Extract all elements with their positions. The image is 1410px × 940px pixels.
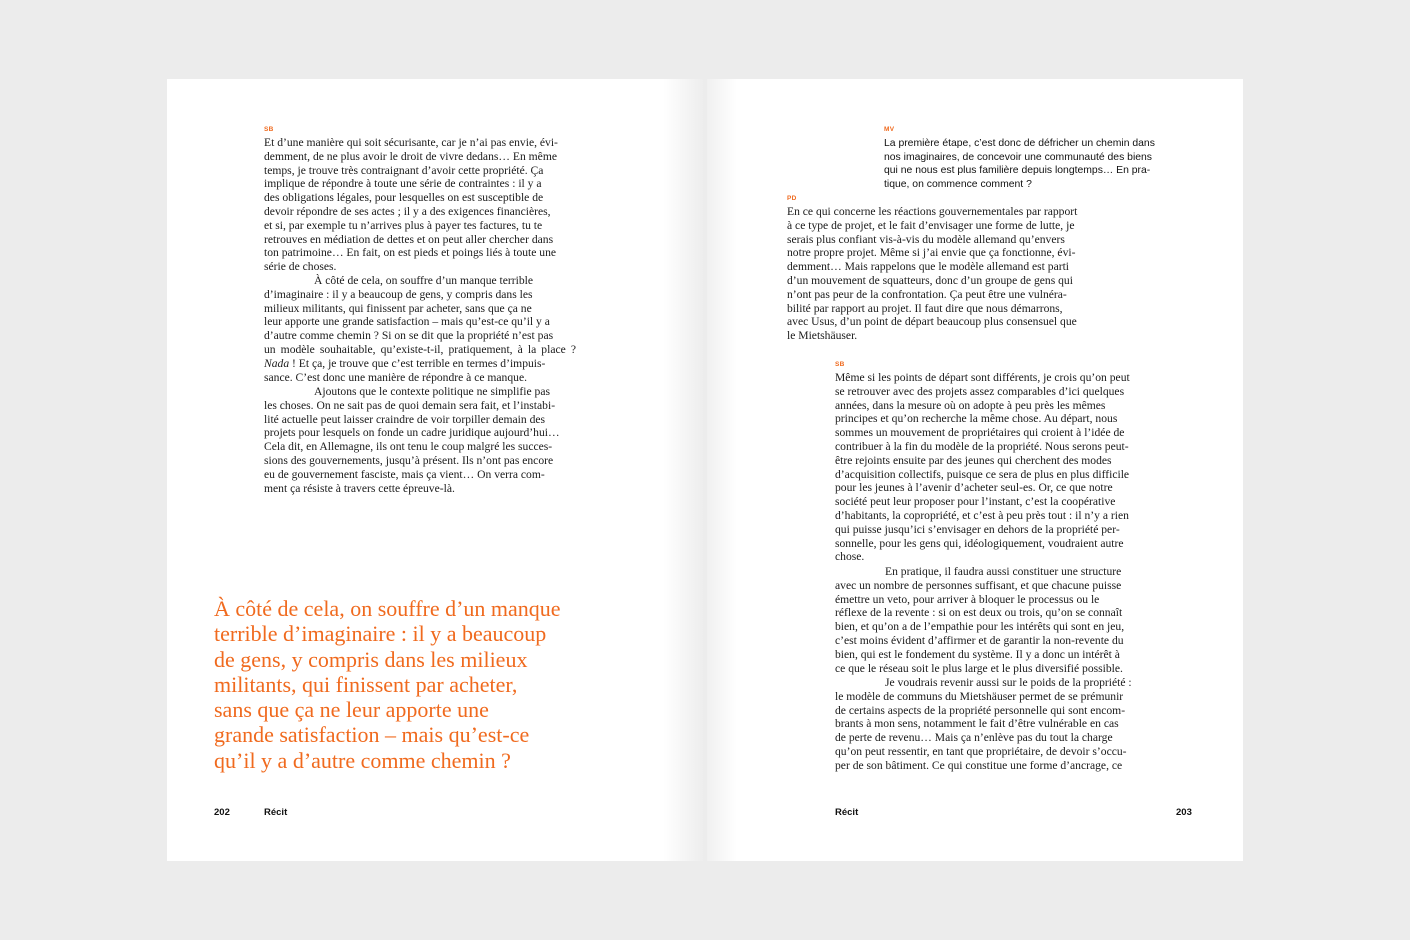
speaker-label: PD: [787, 195, 797, 202]
paragraph-text: À côté de cela, on souffre d’un manque terrible d’imaginaire : il y a beaucoup de gens, y compris dans les milieux militants, qui finissent par acheter, sans que ça ne leur apporte une grande satisfaction – mais qu’est-ce qu’il y a d’autre comme chemin ? Si on se dit que la propriété n’est pas un modèle souhaitable, qu’existe-t-il, pratiquement, à la place ?: [264, 274, 576, 356]
left-page: [167, 79, 703, 861]
running-footer: Récit: [264, 807, 288, 818]
paragraph-text: ! Et ça, je trouve que c’est terrible en termes d’impuis- sance. C’est donc une manière de répondre à ce manque.: [264, 356, 546, 384]
paragraph: [264, 274, 576, 384]
speaker-label: SB: [835, 361, 845, 368]
gutter-shadow: [707, 79, 737, 861]
page-number: 202: [214, 807, 230, 818]
emphasis: Nada: [264, 356, 290, 370]
paragraph: Et d’une manière qui soit sécurisante, car je n’ai pas envie, évi- demment, de ne plus avoir le droit de vivre dedans… En même temps, je trouve très contraignant d’avoir cette propriété. Ça implique de répondre à toute une série de contraintes : il y a des obligations légales, pour lesquelles on est susceptible de devoir répondre de ses actes ; il y a des exigences financières, et si, par exemple tu n’arrives plus à payer tes factures, tu te retrouves en médiation de dettes et on peut aller chercher dans ton patrimoine… En fait, on est pieds et poings liés à toute une série de choses.: [264, 136, 558, 274]
speaker-label: SB: [264, 126, 274, 133]
pull-quote: À côté de cela, on souffre d’un manque terrible d’imaginaire : il y a beaucoup de gens, y compris dans les milieux militants, qui finissent par acheter, sans que ça ne leur apporte une grande satisfaction – mais qu’est-ce qu’il y a d’autre comme chemin ?: [214, 596, 561, 773]
running-footer: Récit: [835, 807, 859, 818]
right-page: [707, 79, 1243, 861]
paragraph: Je voudrais revenir aussi sur le poids de la propriété : le modèle de communs du Mietshäuser permet de se prémunir de certains aspects de la propriété personnelle qui sont encom- brants à mon sens, notamment le fait d’être vulnérable en cas de perte de revenu… Mais ça n’enlève pas du tout la charge qu’on peut ressentir, en tant que propriétaire, de devoir s’occu- per de son bâtiment. Ce qui constitue une forme d’ancrage, ce: [835, 676, 1132, 772]
paragraph: Même si les points de départ sont différents, je crois qu’on peut se retrouver avec des projets assez comparables d’ici quelques années, dans la mesure où on adopte à peu près les mêmes principes et qu’on recherche la même chose. Au départ, nous sommes un mouvement de propriétaires qui croient à l’idée de contribuer à la fin du modèle de la propriété. Nous serons peut- être rejoints ensuite par des jeunes qui cherchent des modes d’acquisition collectifs, puisque ce sera de plus en plus difficile pour les jeunes à l’avenir d’acheter seul-es. Or, ce que notre société peut leur proposer pour l’instant, c’est la coopérative d’habitants, la copropriété, et c’est à peu près tout : il n’y a rien qui puisse jusqu’ici s’envisager en dehors de la propriété per- sonnelle, pour les gens qui, idéologiquement, voudraient autre chose.: [835, 371, 1130, 564]
speaker-label: MV: [884, 126, 895, 133]
page-number: 203: [1176, 807, 1192, 818]
gutter-shadow: [663, 79, 703, 861]
paragraph: En pratique, il faudra aussi constituer une structure avec un nombre de personnes suffisant, et que chacune puisse émettre un veto, pour arriver à bloquer le processus ou le réflexe de la revente : si on est deux ou trois, qu’on se connaît bien, et qu’on a de l’empathie pour les intérêts qui sont en jeu, c’est moins évident d’affirmer et de garantir la non-revente du bien, qui est le fondement du système. Il y a donc un intérêt à ce que le réseau soit le plus large et le plus diversifié possible.: [835, 565, 1125, 675]
interview-question: La première étape, c’est donc de défricher un chemin dans nos imaginaires, de concevoir une communauté des biens qui ne nous est plus familière depuis longtemps… En pra- tique, on commence comment ?: [884, 138, 1155, 191]
paragraph: Ajoutons que le contexte politique ne simplifie pas les choses. On ne sait pas de quoi demain sera fait, et l’instabi- lité actuelle peut laisser craindre de voir torpiller demain des projets pour lesquels on fonde un cadre juridique aujourd’hui… Cela dit, en Allemagne, ils ont tenu le coup malgré les succes- sions des gouvernements, jusqu’à présent. Ils n’ont pas encore eu de gouvernement fasciste, mais ça vient… On verra com- ment ça résiste à travers cette épreuve-là.: [264, 385, 560, 495]
paragraph: En ce qui concerne les réactions gouvernementales par rapport à ce type de projet, et le fait d’envisager une forme de lutte, je serais plus confiant vis-à-vis du modèle allemand qu’envers notre propre projet. Même si j’ai envie que ça fonctionne, évi- demment… Mais rappelons que le modèle allemand est parti d’un mouvement de squatteurs, donc d’un groupe de gens qui n’ont pas peur de la confrontation. Ça peut être une vulnéra- bilité par rapport au projet. Il faut dire que nous démarrons, avec Usus, d’un point de départ beaucoup plus consensuel que le Mietshäuser.: [787, 205, 1078, 343]
